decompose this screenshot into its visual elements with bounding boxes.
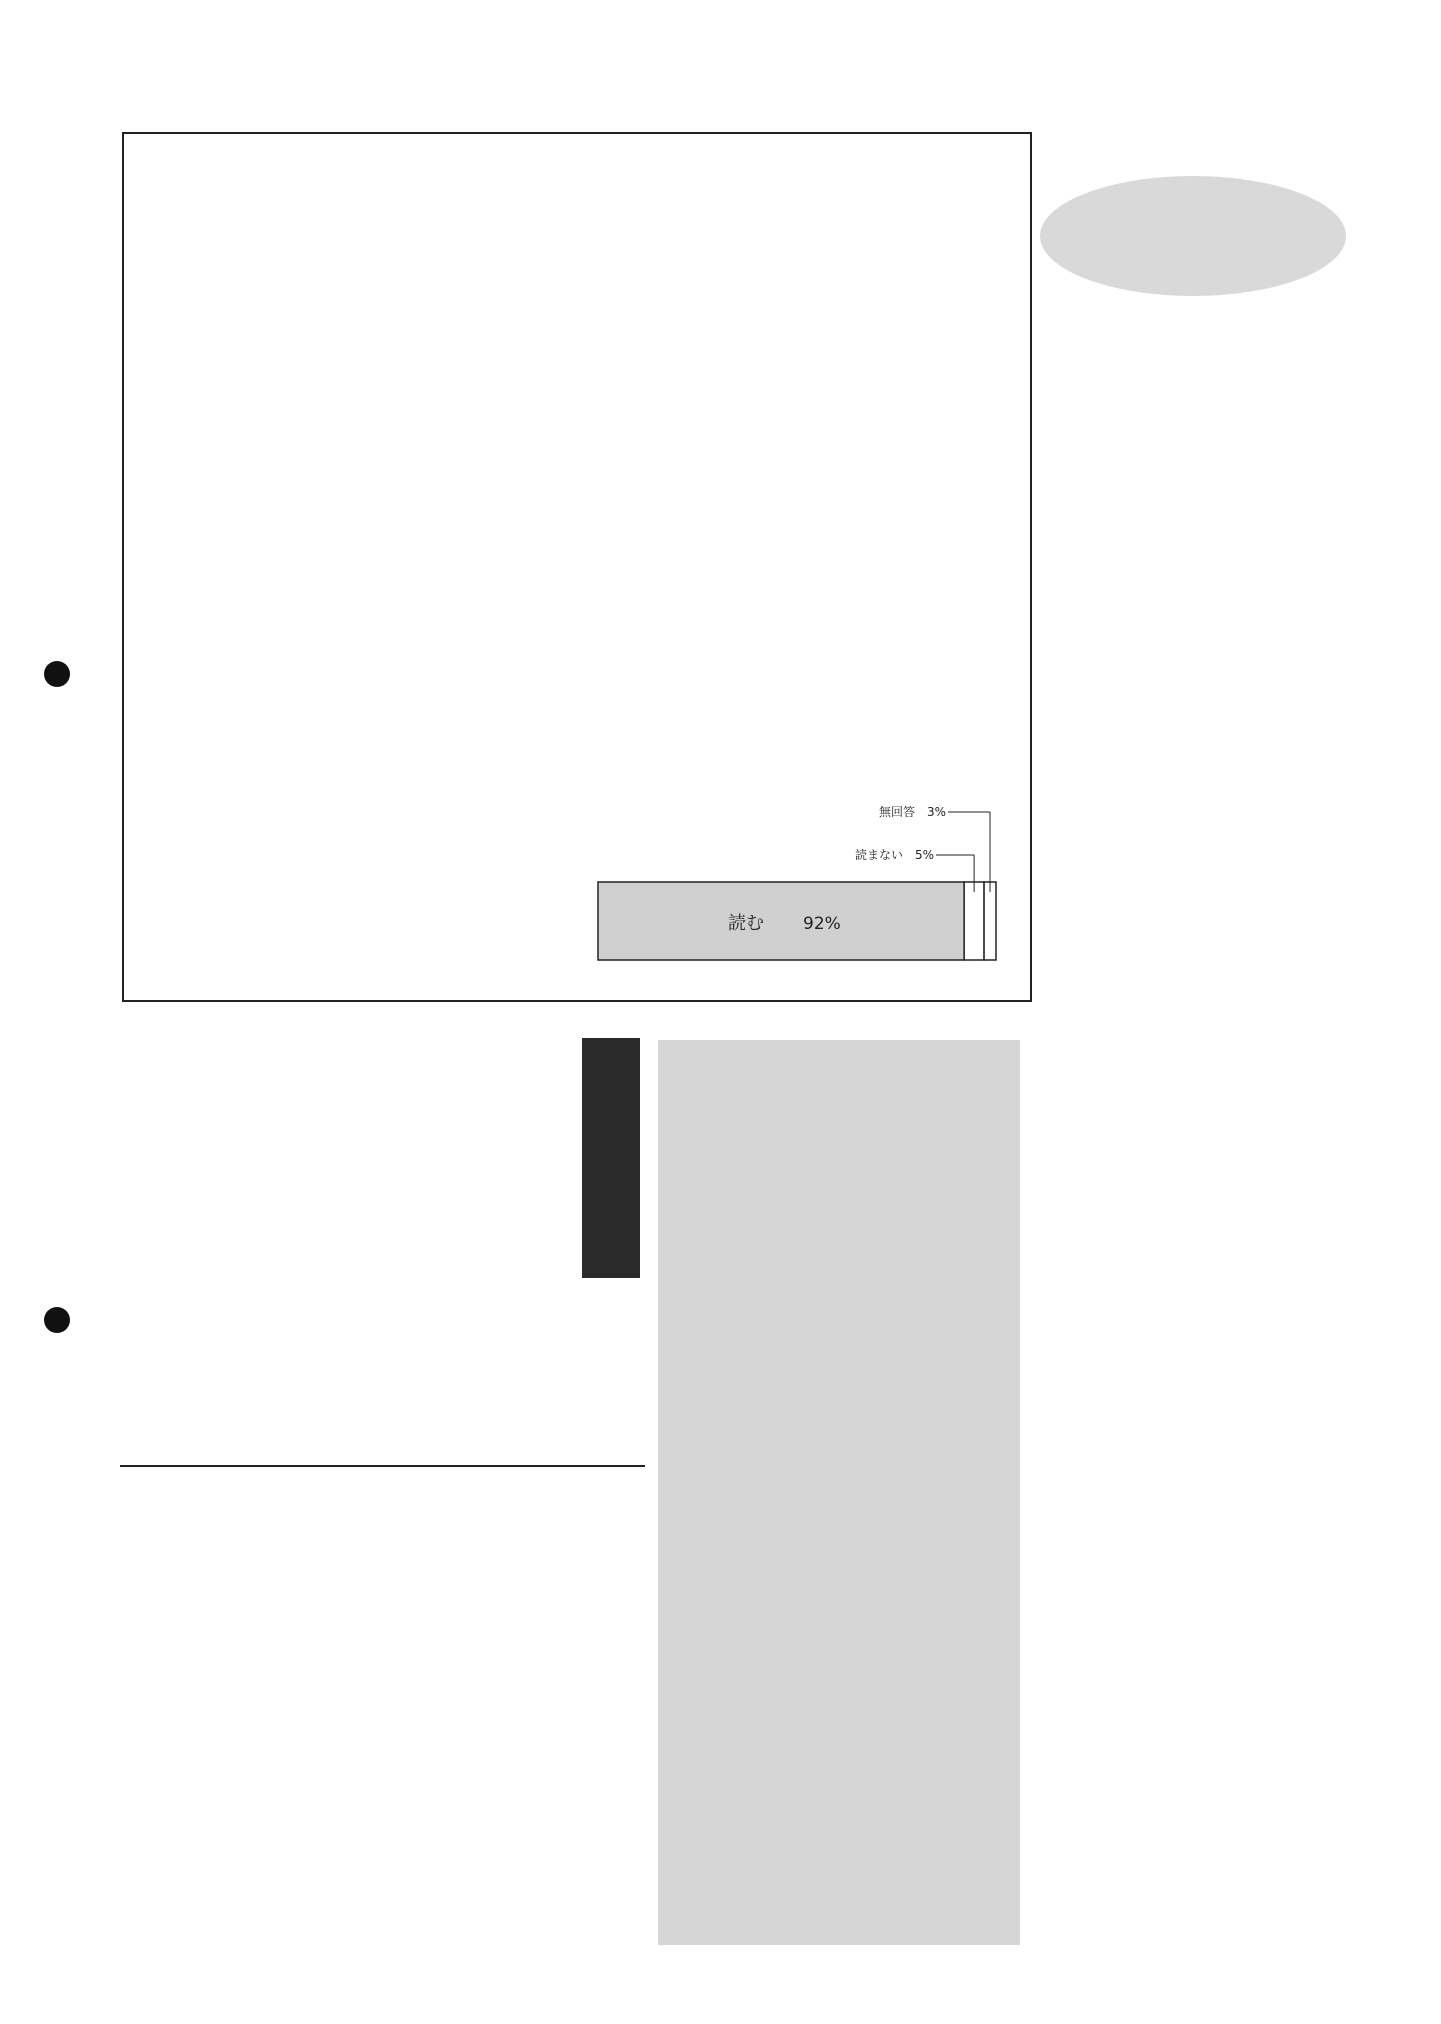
survey-title (162, 170, 168, 203)
tier-rule (120, 1465, 645, 1467)
masthead (1305, 62, 1319, 87)
chart-q6 (590, 800, 1010, 975)
body-upper (115, 1040, 435, 1440)
question-1 (142, 238, 161, 268)
chart-q6-bar-2 (984, 882, 996, 960)
chart-q3 (130, 760, 550, 940)
chart-q5 (590, 560, 1010, 730)
report-tag (582, 1038, 640, 1278)
chart-q6-cat-0: 読む (728, 913, 764, 934)
chart-q1 (130, 280, 550, 420)
chart-q6-bar-0 (598, 882, 964, 960)
chart-q6-callout-no: 読まない 5% (854, 848, 934, 862)
lead-text (690, 1100, 990, 1900)
chart-q6-value-0: 92% (803, 914, 841, 934)
body-lower (115, 1480, 645, 1900)
binder-hole-top (44, 661, 70, 687)
question-6 (603, 745, 667, 805)
question-2 (142, 458, 161, 488)
question-3 (142, 692, 206, 752)
series-oval (1040, 176, 1346, 296)
chart-q4 (590, 300, 1010, 500)
chart-q6-bar-1 (964, 882, 984, 960)
chart-q6-callout-noanswer: 無回答 3% (878, 805, 946, 819)
question-4 (603, 238, 667, 298)
chart-q2 (130, 508, 550, 638)
binder-hole-bottom (44, 1307, 70, 1333)
